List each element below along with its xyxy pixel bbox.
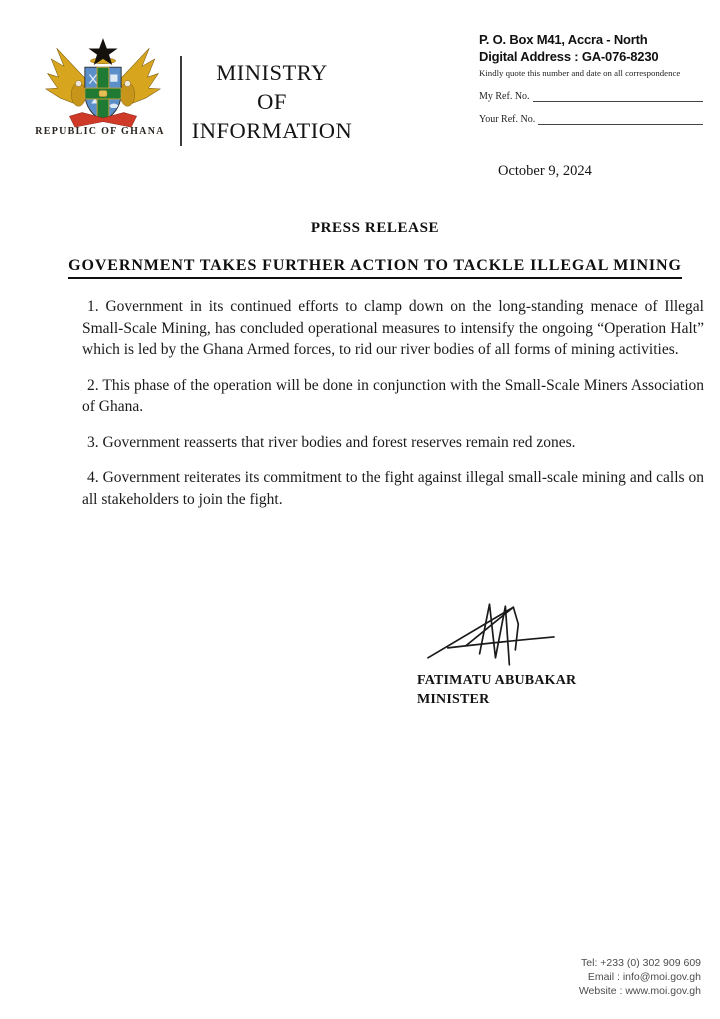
signatory-block: [417, 672, 576, 709]
paragraph-4: 4. Government reiterates its commitment to the fight against illegal small-scale mining and calls on all stakeholders to join the fight.: [82, 469, 704, 508]
paragraph-1: 1. Government in its continued efforts to clamp down on the long-standing menace of Illegal Small-Scale Mining, has concluded operational measures to intensify the ongoing “Operation Halt” which is led by the Ghana Armed forces, to rid our river bodies of all forms of mining activities.: [82, 298, 704, 358]
ministry-title: [188, 58, 356, 145]
paragraph-2: 2. This phase of the operation will be done in conjunction with the Small-Scale Miners Association of Ghana.: [82, 376, 704, 415]
my-ref-blank-line: [533, 90, 703, 102]
your-ref-blank-line: [538, 113, 703, 125]
header-divider: [180, 56, 182, 146]
body-text: [82, 296, 704, 524]
your-ref-label: Your Ref. No.: [479, 114, 536, 125]
ministry-title-line1: MINISTRY: [216, 60, 328, 85]
footer-email: Email : info@moi.gov.gh: [587, 971, 701, 983]
footer-website: Website : www.moi.gov.gh: [578, 985, 701, 997]
ministry-title-line3: INFORMATION: [191, 118, 353, 143]
correspondence-note: Kindly quote this number and date on all correspondence: [479, 68, 681, 78]
ministry-title-line2: OF: [257, 89, 287, 114]
press-release-label: PRESS RELEASE: [310, 220, 440, 236]
emblem-caption: REPUBLIC OF GHANA: [35, 126, 165, 137]
my-ref-row: [479, 90, 703, 102]
signatory-title: MINISTER: [417, 691, 490, 707]
my-ref-label: My Ref. No.: [479, 91, 530, 102]
footer-contact: [579, 956, 701, 998]
ghana-coat-of-arms-icon: [44, 36, 162, 132]
signature-scribble-icon: [424, 596, 558, 666]
headline: GOVERNMENT TAKES FURTHER ACTION TO TACKLE ILLEGAL MINING: [68, 257, 682, 279]
paragraph-3: 3. Government reasserts that river bodies and forest reserves remain red zones.: [87, 433, 576, 451]
signatory-name: FATIMATU ABUBAKAR: [417, 673, 577, 688]
address-block: [479, 31, 703, 125]
headline-wrap: [30, 257, 720, 279]
footer-tel: Tel: +233 (0) 302 909 609: [581, 957, 701, 969]
digital-address-line: Digital Address : GA-076-8230: [479, 49, 659, 64]
po-box-line: P. O. Box M41, Accra - North: [479, 32, 648, 47]
document-date: October 9, 2024: [498, 163, 592, 179]
your-ref-row: [479, 113, 703, 125]
